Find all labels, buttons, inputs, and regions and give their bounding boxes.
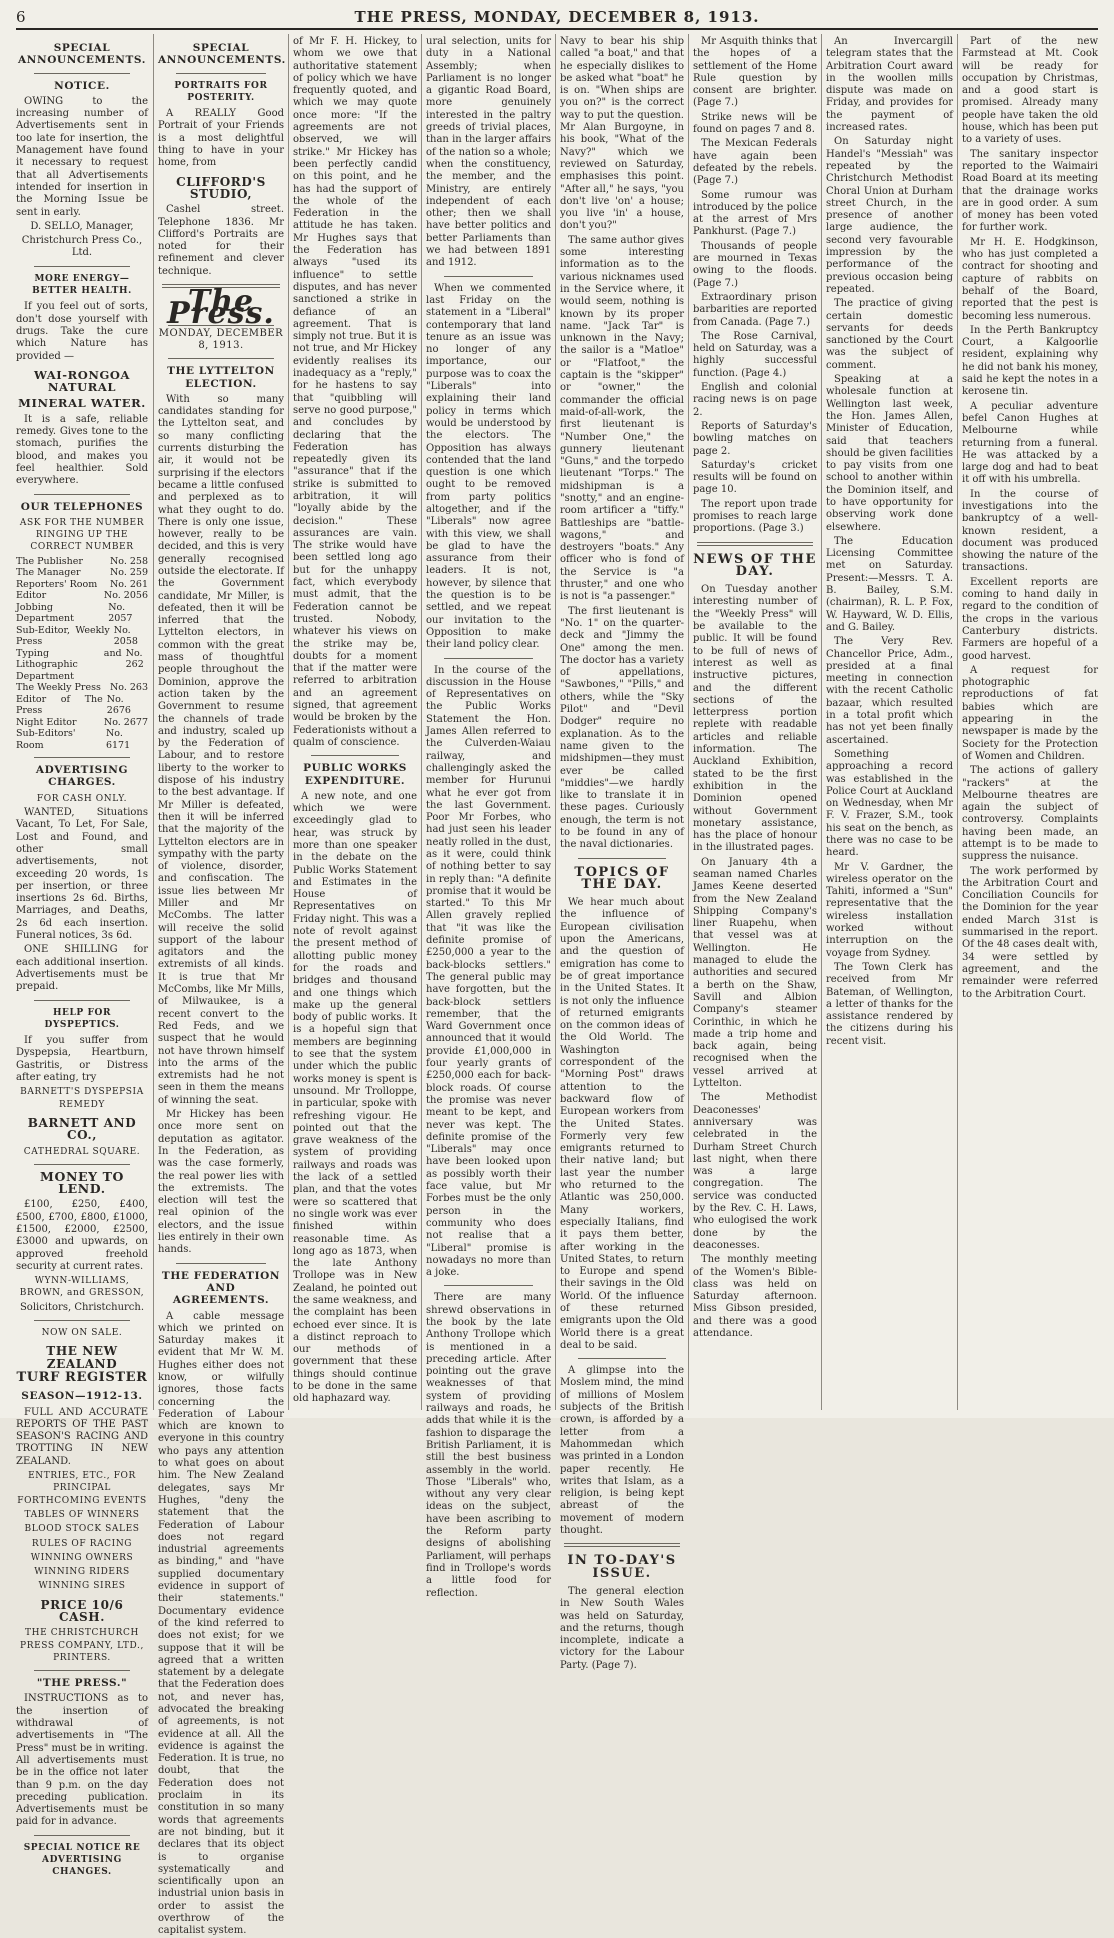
telephone-row: Night Editor No. 2677 xyxy=(16,716,148,728)
news-text: Mr H. E. Hodgkinson, who has just completed a contract for shooting and capture of rabbits on behalf of the Board, reported that the pest is becoming less numerous. xyxy=(962,236,1098,322)
money-firm: WYNN-WILLIAMS, BROWN, and GRESSON, xyxy=(19,1276,145,1299)
charges-subtitle: FOR CASH ONLY. xyxy=(36,793,128,804)
charges-title: ADVERTISING CHARGES. xyxy=(35,764,129,789)
column-rule xyxy=(421,34,422,1410)
election-title: THE LYTTELTON ELECTION. xyxy=(167,365,275,390)
column-rule xyxy=(555,34,556,1410)
turf-price: PRICE 10/6 CASH. xyxy=(40,1597,124,1624)
divider xyxy=(34,266,130,267)
portrait-text: A REALLY Good Portrait of your Friends is a most delightful thing to have in your home, from xyxy=(158,108,284,169)
news-text: The work performed by the Arbitration Court and Conciliation Councils for the Dominion for the year ended March 31st is summarised in the report. Of the 48 cases dealt with, 34 were settled by agreement, and the remainder were referred to the Arbitration Court. xyxy=(962,865,1098,1000)
section-heading: SPECIAL ANNOUNCEMENTS. xyxy=(18,42,146,67)
barnett-address: CATHEDRAL SQUARE. xyxy=(23,1146,141,1157)
money-title: MONEY TO LEND. xyxy=(40,1168,124,1197)
telephones-title: OUR TELEPHONES xyxy=(20,500,144,513)
portrait-title: PORTRAITS FOR POSTERITY. xyxy=(174,80,268,103)
press-logo: The Press. xyxy=(167,284,275,332)
article-text: In the course of the discussion in the House of Representatives on the Public Works Statement the Hon. James Allen referred to the Culverden-Waiau railway, and challengingly asked the member for Hurunui what he ever got from the last Government. Poor Mr Forbes, who had just seen his leader neatly rolled in the dust, as it were, could think of nothing better to say in reply than: "A definite promise that it would be started." To this Mr Allen gravely replied that "it was like the definite promise of £250,000 a year to the back-blocks settlers." The general public may have forgotten, but the back-block settlers remember, that the Ward Government once announced that it would provide £1,000,000 in four yearly grants of £250,000 each for back-block roads. Of course the promise was never meant to be kept, and never was kept. The definite promise of the "Liberals" may once have been looked upon as possibly worth their face value, but Mr Forbes must be the only person in the community who does not realise that a "Liberal" promise is nowadays no more than a joke. xyxy=(426,664,551,1279)
studio-name: CLIFFORD'S STUDIO, xyxy=(176,174,266,201)
column-1 xyxy=(16,36,148,1878)
divider xyxy=(34,1835,130,1836)
turf-list-item: WINNING SIRES xyxy=(38,1581,126,1592)
divider xyxy=(34,1320,130,1321)
notice-signature: D. SELLO, Manager, xyxy=(30,220,134,232)
divider xyxy=(176,1263,266,1264)
news-text: The sanitary inspector reported to the Waimairi Road Board at its meeting that the drainage works are in good order. A sum of money has been voted for further work. xyxy=(962,148,1098,234)
notice-title: NOTICE. xyxy=(54,79,110,92)
news-text: Something approaching a record was established in the Police Court at Auckland on Wednesday, when Mr F. V. Frazer, S.M., took his seat on the bench, as there was no case to be heard. xyxy=(826,748,953,859)
column-8 xyxy=(962,36,1098,1410)
news-text: An Invercargill telegram states that the Arbitration Court award in the woollen mills dispute was made on Friday, and provides for the payment of increased rates. xyxy=(826,36,953,134)
issue-item: Thousands of people are mourned in Texas owing to the floods. (Page 7.) xyxy=(693,240,817,289)
editorial-date: MONDAY, DECEMBER 8, 1913. xyxy=(158,327,284,351)
news-text: Excellent reports are coming to hand daily in regard to the condition of the crops in the various Canterbury districts. Farmers are hopeful of a good harvest. xyxy=(962,576,1098,662)
news-text: Mr V. Gardner, the wireless operator on the Tahiti, informed a "Sun" representative that the wireless installation worked without interruption on the voyage from Sydney. xyxy=(826,861,953,959)
divider xyxy=(34,73,130,74)
news-text: A request for photographic reproductions of fat babies which are appearing in the newspaper is made by the Society for the Protection of Women and Children. xyxy=(962,664,1098,762)
column-3 xyxy=(293,36,417,1410)
news-text: Part of the new Farmstead at Mt. Cook will be ready for occupation by Christmas, and a good start is promised. Already many people have taken the old house, which has been put to a variety of uses. xyxy=(962,36,1098,146)
divider xyxy=(444,276,533,277)
divider xyxy=(444,1285,533,1286)
water-text: If you feel out of sorts, don't dose yourself with drugs. Take the cure which Nature has provided — xyxy=(16,301,148,362)
turf-now-on-sale: NOW ON SALE. xyxy=(41,1328,123,1339)
telephone-row: Sub-Editors' Room No. 6171 xyxy=(16,728,131,751)
page-title: THE PRESS, MONDAY, DECEMBER 8, 1913. xyxy=(354,8,760,26)
telephone-list xyxy=(16,556,148,752)
divider xyxy=(311,755,399,756)
column-rule xyxy=(957,34,958,1410)
article-text: There are many shrewd observations in the book by the late Anthony Trollope which is mentioned in a preceding article. After pointing out the grave weaknesses of that system of providing railways and roads, he adds that while it is the fashion to disparage the British Parliament, it is still the best business assembly in the world. Those "Liberals" who, without any very clear ideas on the subject, have been ascribing to the Reform party designs of abolishing Parliament, will perhaps find in Trollope's words a little food for reflection. xyxy=(426,1292,551,1599)
turf-list-item: WINNING RIDERS xyxy=(34,1567,130,1578)
water-title: WAI-RONGOA NATURAL xyxy=(33,367,131,395)
article-text: of Mr F. H. Hickey, to whom we owe that authoritative statement of policy which we have frequently quoted, and which we may quote once more: "If the agreements are not observed, we will strike." Mr Hickey has been perfectly candid on this point, and he has had the support of the whole of the Federation in the attitude he has taken. Mr Hughes says that the Federation has always "used its influence" to settle disputes, and has never sanctioned a strike in defiance of an agreement. That is simply not true. But it is not true, and Mr Hickey evidently realises its inadequacy as a "reply," for he hastens to say that "quibbling will serve no good purpose," and concludes by declaring that the Federation has repeatedly given its "assurance" that if the strike is submitted to arbitration, it will "loyally abide by the decision." These assurances are vain. The strike would have been settled long ago but for the unhappy fact, which everybody must admit, that the Federation cannot be trusted. Nobody, whatever his views on the strike may be, doubts for a moment that if the matter were referred to arbitration and an agreement signed, that agreement would be broken by the Federationists without a qualm of conscience. xyxy=(293,36,417,748)
topics-title: TOPICS OF THE DAY. xyxy=(574,864,670,892)
news-text: The Education Licensing Committee met on Saturday. Present:—Messrs. T. A. B. Bailey, S.M. (chairman), R. L. P. Fox, W. Hayward, W. D. Ellis, and G. Bailey. xyxy=(826,535,953,633)
telephone-row: Sub-Editor, Weekly Press No. 2058 xyxy=(16,624,138,648)
barnett-name: BARNETT AND CO., xyxy=(27,1115,137,1143)
topics-text: A glimpse into the Moslem mind, the mind of millions of Moslem subjects of the British crown, is afforded by a letter from a Mahommedan which was printed in a London paper recently. He writes that Islam, as a religion, is being kept abreast of the movement of modern thought. xyxy=(560,1365,684,1537)
money-text: £100, £250, £400, £500, £700, £800, £1000, £1500, £2000, £2500, £3000 and upwards, on approved freehold security at current rates. xyxy=(16,1199,148,1272)
news-text: On Tuesday another interesting number of the "Weekly Press" will be available to the public. It will be found to be full of news of interest as well as instructive pictures, and the different sections of the letterpress portion replete with readable articles and reliable information. The Auckland Exhibition, stated to be the first exhibition in the Dominion opened without Government monetary assistance, has the place of honour in the illustrated pages. xyxy=(693,584,817,854)
turf-title-2: TURF REGISTER xyxy=(16,1369,148,1385)
telephone-row: Editor No. 2056 xyxy=(16,590,148,602)
telephone-row: Reporters' Room No. 261 xyxy=(16,578,148,590)
column-rule xyxy=(688,34,689,1410)
issue-item: Some rumour was introduced by the police at the arrest of Mrs Pankhurst. (Page 7.) xyxy=(693,189,817,238)
federation-text: A cable message which we printed on Saturday makes it evident that Mr W. M. Hughes either does not know, or wilfully ignores, those facts concerning the Federation of Labour which are known to everyone in this country who pays any attention to what goes on about him. The New Zealand delegates, says Mr Hughes, "deny the statement that the Federation of Labour does not regard industrial agreements as binding," and "have supplied documentary evidence in support of their statements." Documentary evidence of the kind referred to does not exist; for we suppose that it will be agreed that a written statement by a delegate that the Federation does not, and never has, advocated the breaking of agreements, is not evidence at all. All the evidence is against the Federation. It is true, no doubt, that the Federation does not proclaim in its constitution in so many words that agreements are not binding, but it declares that its object is to organise systematically and scientifically upon an industrial union basis in order to assist the overthrow of the capitalist system. xyxy=(158,1310,284,1937)
water-text-2: It is a safe, reliable remedy. Gives tone to the stomach, purifies the blood, and makes you feel healthier. Sold everywhere. xyxy=(16,413,148,487)
news-text: A peculiar adventure befel Canon Hughes at Melbourne while returning from a funeral. He was attacked by a large dog and had to beat it off with his umbrella. xyxy=(962,400,1098,486)
column-4 xyxy=(426,36,551,1599)
turf-season: SEASON—1912-13. xyxy=(21,1390,143,1403)
press-notice-title: "THE PRESS." xyxy=(36,1677,128,1690)
divider xyxy=(578,1358,666,1359)
todays-issue-title: IN TO-DAY'S ISSUE. xyxy=(567,1553,677,1581)
divider xyxy=(34,1164,130,1165)
election-text-2: Mr Hickey has been once more sent on deputation as agitator. In the Federation, as was the case formerly, the real power lies with the extremists. The election will test the real opinion of the electors, and the issue lies entirely in their own hands. xyxy=(158,1109,284,1256)
column-rule xyxy=(288,34,289,1410)
column-6 xyxy=(693,36,817,1410)
news-title: NEWS OF THE DAY. xyxy=(693,551,817,579)
issue-item: The Mexican Federals have again been defeated by the rebels. (Page 7.) xyxy=(693,138,817,187)
divider xyxy=(578,858,666,859)
divider xyxy=(34,1000,130,1001)
telephone-row: Editor of The Press No. 2676 xyxy=(16,693,131,717)
turf-firm: THE CHRISTCHURCH PRESS COMPANY, LTD., PRINTERS. xyxy=(20,1628,144,1663)
topics-text: We hear much about the influence of European civilisation upon the Americans, and the question of emigration has come to be of great importance in the United States. It is not only the influence of returned emigrants on the common ideas of the Old World. The Washington correspondent of the "Morning Post" draws attention to the backward flow of European workers from the United States. Formerly very few emigrants returned to their native land; but last year the number who returned to the Atlantic was 250,000. Many workers, especially Italians, find it pays them better, after working in the United States, to return to Europe and spend their savings in the Old World. Of the influence of these returned emigrants upon the Old World there is a great deal to be said. xyxy=(560,897,684,1351)
page-number: 6 xyxy=(16,8,26,26)
news-text: On January 4th a seaman named Charles James Keene deserted from the New Zealand Shipping Company's liner Ruapehu, when that vessel was at Wellington. He managed to elude the authorities and secured a berth on the Shaw, Savill and Albion Company's steamer Corinthic, in which he made a trip home and back again, being recognised when the vessel arrived at Lyttelton. xyxy=(693,856,817,1090)
telephone-row: The Weekly Press No. 263 xyxy=(16,682,148,694)
divider xyxy=(168,358,274,359)
news-text: The monthly meeting of the Women's Bible-class was held on Saturday afternoon. Miss Gibson presided, and there was a good attendance. xyxy=(693,1254,817,1339)
press-notice-text: INSTRUCTIONS as to the insertion of withdrawal of advertisements in "The Press" must be in writing. All advertisements must be in the office not later than 9 p.m. on the day preceding publication. Advertisements must be paid for in advance. xyxy=(16,1693,148,1828)
todays-issue-text: The general election in New South Wales was held on Saturday, and the returns, though incomplete, indicate a victory for the Labour Party. (Page 7). xyxy=(560,1585,684,1671)
dyspepsia-lead: HELP FOR DYSPEPTICS. xyxy=(44,1007,120,1030)
news-text: The Methodist Deaconesses' anniversary was celebrated in the Durham Street Church last night, when there was a large congregation. The service was conducted by the Rev. C. H. Laws, who eulogised the work done by the deaconesses. xyxy=(693,1092,817,1251)
article-text: When we commented last Friday on the statement in a "Liberal" contemporary that land tenure as an issue was no longer of any importance, our purpose was to coax the "Liberals" into explaining their land policy in terms which would be understood by the electors. The Opposition has always contended that the land question is one which ought to be removed from party politics altogether, and if the "Liberals" now agree with this view, we shall be glad to have the assurance from their leaders. It is not, however, by silence that the question is to be settled, and we repeat our invitation to the Opposition to make their land policy clear. xyxy=(426,282,551,651)
charges-text: WANTED, Situations Vacant, To Let, For Sale, Lost and Found, and other small advertisements, not exceeding 20 words, 1s per insertion, or three insertions 2s 6d. Births, Marriages, and Deaths, 2s 6d each insertion. Funeral notices, 3s 6d. xyxy=(16,807,148,942)
news-text: The Town Clerk has received from Mr Bateman, of Wellington, a letter of thanks for the assistance rendered by the citizens during his recent visit. xyxy=(826,961,953,1047)
divider xyxy=(34,757,130,758)
column-5 xyxy=(560,36,684,1671)
charges-text-2: ONE SHILLING for each additional insertion. Advertisements must be prepaid. xyxy=(16,944,148,993)
federation-title: THE FEDERATION AND AGREEMENTS. xyxy=(161,1269,281,1307)
election-text: With so many candidates standing for the Lyttelton seat, and so many conflicting currents disturbing the air, it would not be surprising if the electors became a little confused and perplexed as to what they ought to do. There is only one issue, however, really to be decided, and this is very generally recognised outside the electorate. If the Government candidate, Mr Miller, is defeated, then it will be inferred that the Lyttelton electors, in common with the great mass of thoughtful people throughout the Dominion, approve the action taken by the Government to resume the channels of trade and industry, scaled up by the Federation of Labour, and to restore liberty to the worker to dispose of his industry to the best advantage. If Mr Miller is defeated, then it will be inferred that the majority of the Lyttelton electors are in sympathy with the party of violence, disorder, and confiscation. The issue lies between Mr Miller and Mr McCombs. The latter will receive the solid support of the labour agitators and the extremists of all kinds. It is true that Mr McCombs, like Mr Mills, of Milwaukee, is a recent convert to the Red Feds, and we suspect that he would not have thrown himself into the arms of the extremists had he not seen in them the means of winning the seat. xyxy=(158,393,284,1106)
water-kicker: MORE ENERGY—BETTER HEALTH. xyxy=(32,273,132,297)
telephone-row: The Publisher No. 258 xyxy=(16,555,148,567)
news-text: In the course of investigations into the bankruptcy of a well-known resident, a document was produced showing the nature of the transactions. xyxy=(962,488,1098,574)
section-heading: SPECIAL ANNOUNCEMENTS. xyxy=(158,42,286,67)
article-text: ural selection, units for duty in a National Assembly; when Parliament is no longer a gigantic Road Board, more genuinely interested in the paltry greeds of trivial places, than in the larger affairs of the nation so a whole; when the constituency, the member, and the Ministry, are entirely independent of each other; then we shall have better politics and better Parliaments than we had between 1891 and 1912. xyxy=(426,36,551,269)
news-text: The actions of gallery "rackers" at the Melbourne theatres are again the subject of controversy. Complaints having been made, an attempt is to be made to suppress the nuisance. xyxy=(962,765,1098,863)
notice-signature-2: Christchurch Press Co., Ltd. xyxy=(21,235,143,259)
notice-text: OWING to the increasing number of Advertisements sent in too late for insertion, the Management have found it necessary to request that all Advertisements intended for insertion in the Morning Issue be sent in early. xyxy=(16,95,148,218)
column-7 xyxy=(826,36,953,1410)
article-text: Navy to bear his ship called "a boat," and that he especially dislikes to be asked what "boat" he is on. "When ships are you on?" is the correct way to put the question. Mr Alan Burgoyne, in his book, "What of the Navy?" which we reviewed on Saturday, emphasises this point. "After all," he says, "you don't live 'on' a house; you live 'in' a house, don't you?" xyxy=(560,36,684,232)
studio-text: Cashel street. Telephone 1836. Mr Clifford's Portraits are noted for their refinement and clever technique. xyxy=(158,204,284,277)
article-text: A new note, and one which we were exceedingly glad to hear, was struck by more than one speaker in the debate on the Public Works Statement and Estimates in the House of Representatives on Friday night. This was a note of revolt against the present method of allotting public money for the roads and bridges and thousand and one things which make up the general body of public works. It is a hopeful sign that members are beginning to see that the system under which the public works money is spent is unsound. Mr Trolloppe, in particular, spoke with refreshing vigour. He pointed out that the grave weakness of the system of providing railways and roads was the lack of a settled plan, and that the votes were so scattered that no single work was ever finished within reasonable time. As long ago as 1873, when the late Anthony Trollope was in New Zealand, he pointed out the same weakness, and the complaint has been echoed ever since. It is a distinct reproach to our methods of government that these things should continue to be done in the same old haphazard way. xyxy=(293,790,417,1405)
issue-item: Reports of Saturday's bowling matches on page 2. xyxy=(693,420,817,457)
issue-item: The Rose Carnival, held on Saturday, was a highly successful function. (Page 4.) xyxy=(693,330,817,379)
divider xyxy=(34,494,130,495)
telephone-row: Jobbing Department No. 2057 xyxy=(16,601,133,625)
news-text: The practice of giving certain domestic servants for deeds sanctioned by the Court was the subject of comment. xyxy=(826,298,953,371)
dyspepsia-remedy: BARNETT'S DYSPEPSIA REMEDY xyxy=(20,1087,144,1110)
turf-title: THE NEW ZEALAND xyxy=(46,1344,118,1371)
divider xyxy=(564,1543,680,1547)
article-text: The same author gives some interesting information as to the various nicknames used in the Service where, it would seem, nothing is known by its proper name. "Jack Tar" is unknown in the Navy; the sailor is a "Matloe" or "Flatfoot," the captain is the "skipper" or "owner," the commander the official maid-of-all-work, the first lieutenant is "Number One," the gunnery lieutenant "Guns," and the torpedo lieutenant "Torps." The midshipman is a "snotty," and an engine-room artificer a "tiffy." Battleships are "battle-wagons," and destroyers "boats." Any officer who is fond of the Service is "a thruster," and one who is not is "a passenger." xyxy=(560,234,684,603)
news-text: On Saturday night Handel's "Messiah" was repeated by the Christchurch Methodist Choral Union at Durham street Church, in the presence of another large audience, the second very favourable impression by the performance of the previous occasion being repeated. xyxy=(826,136,953,295)
news-text: Speaking at a wholesale function at Wellington last week, the Hon. James Allen, Minister of Education, said that teachers should be given facilities to pay visits from one school to another within the Dominion itself, and to have opportunity for observing work done elsewhere. xyxy=(826,374,953,533)
news-text: In the Perth Bankruptcy Court, a Kalgoorlie resident, explaining why he did not bank his money, said he kept the notes in a kerosene tin. xyxy=(962,324,1098,398)
issue-item: The report upon trade promises to reach large proportions. (Page 3.) xyxy=(693,498,817,535)
turf-list-item: TABLES OF WINNERS xyxy=(24,1509,140,1520)
column-rule xyxy=(153,34,154,1410)
dyspepsia-text: If you suffer from Dyspepsia, Heartburn, Gastritis, or Distress after eating, try xyxy=(16,1035,148,1084)
telephones-subtitle: ASK FOR THE NUMBER RINGING UP THE CORRECT NUMBER xyxy=(19,517,145,553)
telephone-row: Typing and Lithographic Department No. 262 xyxy=(16,647,144,682)
turf-list-item: BLOOD STOCK SALES xyxy=(24,1524,140,1535)
telephone-row: The Manager No. 259 xyxy=(16,567,148,579)
divider xyxy=(176,73,266,74)
divider xyxy=(444,658,533,659)
turf-list-item: ENTRIES, ETC., FOR PRINCIPAL FORTHCOMING EVENTS xyxy=(17,1471,147,1506)
public-works-title: PUBLIC WORKS EXPENDITURE. xyxy=(303,762,407,787)
special-notice-title: SPECIAL NOTICE RE ADVERTISING CHANGES. xyxy=(23,1842,141,1878)
news-text: The Very Rev. Chancellor Price, Adm., presided at a final meeting in connection with the recent Catholic bazaar, which resulted in a total profit which has not yet been finally ascertained. xyxy=(826,636,953,746)
turf-text: FULL AND ACCURATE REPORTS OF THE PAST SEASON'S RACING AND TROTTING IN NEW ZEALAND. xyxy=(16,1406,148,1467)
issue-item: Saturday's cricket results will be found on page 10. xyxy=(693,459,817,496)
divider xyxy=(34,1670,130,1671)
masthead xyxy=(16,6,1098,30)
issue-item: Strike news will be found on pages 7 and 8. xyxy=(693,111,817,136)
water-title-2: MINERAL WATER. xyxy=(18,396,146,411)
issue-item: English and colonial racing news is on page 2. xyxy=(693,382,817,418)
issue-item: Mr Asquith thinks that the hopes of a settlement of the Home Rule question by consent are brighter. (Page 7.) xyxy=(693,36,817,109)
issue-item: Extraordinary prison barbarities are reported from Canada. (Page 7.) xyxy=(693,291,817,328)
money-subtitle: Solicitors, Christchurch. xyxy=(19,1301,145,1313)
column-rule xyxy=(821,34,822,1410)
turf-list-item: RULES OF RACING xyxy=(31,1538,133,1549)
column-2 xyxy=(158,36,286,1937)
article-text: The first lieutenant is "No. 1" on the quarter-deck and "Jimmy the One" among the men. The doctor has a variety of appellations, "Sawbones," "Pills," and others, while the "Sky Pilot" and "Devil Dodger" require no explanation. As to the name given to the midshipmen—they must ever be called "middies"—we hardly like to translate it in these pages. Curiously enough, the term is not to be found in any of the naval dictionaries. xyxy=(560,605,684,851)
divider xyxy=(697,542,813,546)
turf-list-item: WINNING OWNERS xyxy=(30,1552,134,1563)
